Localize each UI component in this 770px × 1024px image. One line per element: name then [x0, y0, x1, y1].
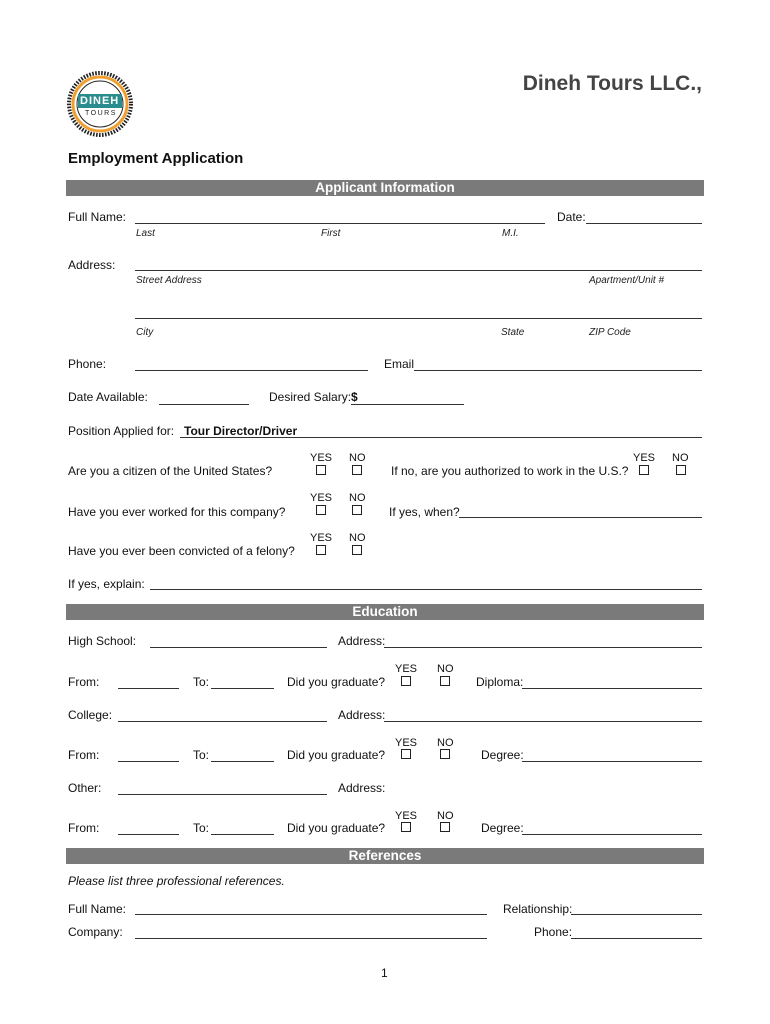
- date-label: Date:: [557, 210, 586, 224]
- no-label: NO: [349, 532, 366, 544]
- other-degree-label: Degree:: [481, 821, 524, 835]
- ref-full-name-field[interactable]: [135, 914, 487, 915]
- zip-sublabel: ZIP Code: [589, 327, 631, 338]
- other-to-label: To:: [193, 821, 210, 835]
- when-field[interactable]: [459, 517, 702, 518]
- college-address-field[interactable]: [384, 721, 702, 722]
- position-field[interactable]: [180, 437, 702, 438]
- worked-no-checkbox[interactable]: [352, 505, 362, 515]
- no-label: NO: [349, 492, 366, 504]
- ref-company-label: Company:: [68, 925, 123, 939]
- phone-field[interactable]: [135, 370, 368, 371]
- date-field[interactable]: [586, 223, 702, 224]
- company-logo: [66, 70, 134, 138]
- diploma-label: Diploma:: [476, 675, 524, 689]
- explain-field[interactable]: [150, 589, 702, 590]
- email-field[interactable]: [414, 370, 702, 371]
- college-to-label: To:: [193, 748, 210, 762]
- phone-label: Phone:: [68, 357, 107, 371]
- other-from-label: From:: [68, 821, 100, 835]
- other-address-label: Address:: [338, 781, 386, 795]
- salary-currency: $: [351, 390, 358, 404]
- address-label: Address:: [68, 258, 116, 272]
- worked-yes-checkbox[interactable]: [316, 505, 326, 515]
- citizen-question: Are you a citizen of the United States?: [68, 464, 273, 478]
- state-sublabel: State: [501, 327, 525, 338]
- authorized-no-checkbox[interactable]: [676, 465, 686, 475]
- felony-question: Have you ever been convicted of a felony?: [68, 544, 295, 558]
- street-sublabel: Street Address: [136, 275, 202, 286]
- college-degree-label: Degree:: [481, 748, 524, 762]
- yes-label: YES: [395, 737, 418, 749]
- college-address-label: Address:: [338, 708, 386, 722]
- hs-to-label: To:: [193, 675, 210, 689]
- date-available-label: Date Available:: [68, 390, 148, 404]
- hs-from-field[interactable]: [118, 688, 179, 689]
- hs-to-field[interactable]: [211, 688, 274, 689]
- date-available-field[interactable]: [159, 404, 249, 405]
- other-from-field[interactable]: [118, 834, 179, 835]
- yes-label: YES: [395, 810, 418, 822]
- ref-full-name-label: Full Name:: [68, 902, 127, 916]
- college-graduate-yes-checkbox[interactable]: [401, 749, 411, 759]
- college-field[interactable]: [118, 721, 327, 722]
- position-label: Position Applied for:: [68, 424, 175, 438]
- street-address-field[interactable]: [135, 270, 702, 271]
- no-label: NO: [672, 452, 689, 464]
- logo-text-top: DINEH: [80, 95, 120, 107]
- page-number: 1: [381, 966, 388, 980]
- felony-no-checkbox[interactable]: [352, 545, 362, 555]
- explain-label: If yes, explain:: [68, 577, 145, 591]
- yes-label: YES: [310, 452, 333, 464]
- company-name: Dineh Tours LLC.,: [522, 72, 702, 95]
- other-label: Other:: [68, 781, 102, 795]
- felony-yes-checkbox[interactable]: [316, 545, 326, 555]
- ref-company-field[interactable]: [135, 938, 487, 939]
- hs-address-label: Address:: [338, 634, 386, 648]
- when-label: If yes, when?: [389, 505, 460, 519]
- college-label: College:: [68, 708, 113, 722]
- position-value[interactable]: Tour Director/Driver: [184, 424, 298, 438]
- full-name-field[interactable]: [135, 223, 545, 224]
- city-state-zip-field[interactable]: [135, 318, 702, 319]
- high-school-label: High School:: [68, 634, 137, 648]
- yes-label: YES: [310, 532, 333, 544]
- college-graduate-question: Did you graduate?: [287, 748, 386, 762]
- college-graduate-no-checkbox[interactable]: [440, 749, 450, 759]
- authorized-question: If no, are you authorized to work in the U.S.?: [391, 464, 629, 478]
- hs-from-label: From:: [68, 675, 100, 689]
- other-graduate-no-checkbox[interactable]: [440, 822, 450, 832]
- full-name-label: Full Name:: [68, 210, 127, 224]
- hs-graduate-question: Did you graduate?: [287, 675, 386, 689]
- citizen-no-checkbox[interactable]: [352, 465, 362, 475]
- logo-text-bottom: TOURS: [85, 110, 117, 117]
- other-degree-field[interactable]: [522, 834, 702, 835]
- no-label: NO: [437, 810, 454, 822]
- no-label: NO: [437, 737, 454, 749]
- citizen-yes-checkbox[interactable]: [316, 465, 326, 475]
- ref-phone-label: Phone:: [534, 925, 573, 939]
- other-graduate-question: Did you graduate?: [287, 821, 386, 835]
- email-label: Email: [384, 357, 415, 371]
- references-instruction: Please list three professional references.: [68, 874, 285, 888]
- section-references: References: [66, 848, 704, 864]
- other-field[interactable]: [118, 794, 327, 795]
- hs-graduate-no-checkbox[interactable]: [440, 676, 450, 686]
- last-sublabel: Last: [136, 228, 155, 239]
- relationship-label: Relationship:: [503, 902, 573, 916]
- section-education: Education: [66, 604, 704, 620]
- desired-salary-field[interactable]: [351, 404, 464, 405]
- yes-label: YES: [310, 492, 333, 504]
- yes-label: YES: [633, 452, 656, 464]
- first-sublabel: First: [321, 228, 341, 239]
- worked-question: Have you ever worked for this company?: [68, 505, 286, 519]
- relationship-field[interactable]: [571, 914, 702, 915]
- no-label: NO: [349, 452, 366, 464]
- mi-sublabel: M.I.: [502, 228, 519, 239]
- diploma-field[interactable]: [522, 688, 702, 689]
- other-to-field[interactable]: [211, 834, 274, 835]
- hs-graduate-yes-checkbox[interactable]: [401, 676, 411, 686]
- form-title: Employment Application: [68, 150, 244, 167]
- desired-salary-label: Desired Salary:: [269, 390, 352, 404]
- college-to-field[interactable]: [211, 761, 274, 762]
- city-sublabel: City: [136, 327, 154, 338]
- college-degree-field[interactable]: [522, 761, 702, 762]
- yes-label: YES: [395, 663, 418, 675]
- college-from-field[interactable]: [118, 761, 179, 762]
- college-from-label: From:: [68, 748, 100, 762]
- high-school-field[interactable]: [150, 647, 327, 648]
- apt-sublabel: Apartment/Unit #: [589, 275, 665, 286]
- ref-phone-field[interactable]: [571, 938, 702, 939]
- no-label: NO: [437, 663, 454, 675]
- hs-address-field[interactable]: [384, 647, 702, 648]
- section-applicant-information: Applicant Information: [66, 180, 704, 196]
- other-graduate-yes-checkbox[interactable]: [401, 822, 411, 832]
- authorized-yes-checkbox[interactable]: [639, 465, 649, 475]
